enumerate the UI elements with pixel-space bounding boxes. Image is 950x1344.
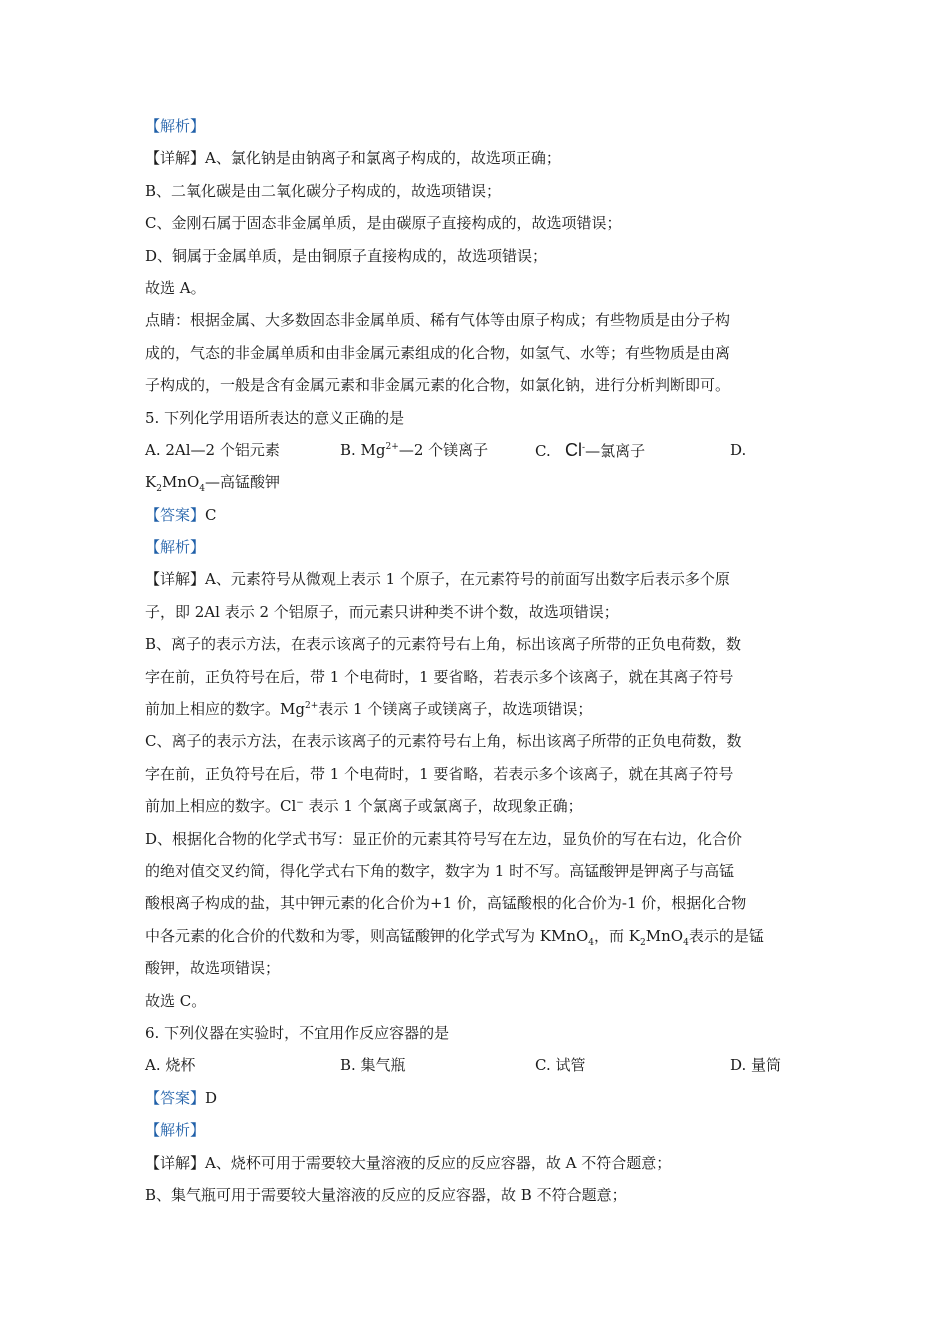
explanation-line: 中各元素的化合价的代数和为零，则高锰酸钾的化学式写为 KMnO$_4$，而 $K_2MnO_4$表示的是锰: [145, 926, 764, 948]
tip-line: 子构成的，一般是含有金属元素和非金属元素的化合物，如氯化钠，进行分析判断即可。: [145, 376, 731, 395]
explanation-line: 字在前，正负符号在后，带 1 个电荷时，1 要省略，若表示多个该离子，就在其离子符号: [145, 667, 734, 686]
option-c: C. Cl-—氯离子: [535, 439, 646, 460]
analysis-heading: [145, 110, 815, 142]
explanation-line: 前加上相应的数字。Cl− 表示 1 个氯离子或氯离子，故现象正确；: [145, 797, 583, 816]
option-b: B. 集气瓶: [340, 1056, 406, 1075]
explanation-line: 子，即 2Al 表示 2 个铝原子，而元素只讲种类不讲个数，故选项错误；: [145, 602, 619, 621]
answer-value: C: [205, 505, 217, 524]
answer-value: D: [205, 1088, 218, 1107]
explanation-line: 酸钾，故选项错误；: [145, 959, 281, 978]
question-5-stem: 5. 下列化学用语所表达的意义正确的是: [145, 408, 405, 427]
explanation-line: 字在前，正负符号在后，带 1 个电荷时，1 要省略，若表示多个该离子，就在其离子符号: [145, 764, 734, 783]
option-a: A. 烧杯: [145, 1056, 196, 1075]
conclusion: 故选 A。: [145, 278, 206, 297]
answer-tag: 【答案】: [145, 1088, 206, 1107]
document-page: [145, 110, 815, 1211]
answer-line: [145, 499, 815, 531]
option-a: A. 2Al—2 个铝元素: [145, 440, 280, 459]
analysis-tag: 【解析】: [145, 1121, 206, 1140]
conclusion: 故选 C。: [145, 991, 207, 1010]
explanation-line-b: B、离子的表示方法，在表示该离子的元素符号右上角，标出该离子所带的正负电荷数，数: [145, 635, 742, 654]
explanation-line: 酸根离子构成的盐，其中钾元素的化合价为+1 价，高锰酸根的化合价为-1 价，根据化合物: [145, 894, 747, 913]
chloride-symbol: Cl: [565, 439, 583, 460]
question-5-options: [145, 434, 815, 466]
question-6-stem: 6. 下列仪器在实验时，不宜用作反应容器的是: [145, 1023, 450, 1042]
explanation-line: 前加上相应的数字。$Mg^{2+}$表示 1 个镁离子或镁离子，故选项错误；: [145, 700, 593, 719]
explanation-line-d: D、根据化合物的化学式书写：显正价的元素其符号写在左边，显负价的写在右边，化合价: [145, 829, 743, 848]
explanation-line-a: 【详解】A、氯化钠是由钠离子和氯离子构成的，故选项正确；: [145, 149, 561, 168]
option-d-label: D.: [730, 440, 747, 459]
answer-line: [145, 1082, 815, 1114]
answer-tag: 【答案】: [145, 505, 206, 524]
detail-tag: 【详解】: [145, 570, 206, 589]
option-b: B. $Mg^{2+}—2$ 个镁离子: [340, 440, 489, 459]
question-6-options: [145, 1049, 815, 1081]
option-d: D. 量筒: [730, 1056, 782, 1075]
explanation-line-b: B、集气瓶可用于需要较大量溶液的反应的反应容器，故 B 不符合题意；: [145, 1185, 627, 1204]
explanation-line-a: 【详解】A、元素符号从微观上表示 1 个原子，在元素符号的前面写出数字后表示多个原: [145, 570, 730, 589]
explanation-line-b: B、二氧化碳是由二氧化碳分子构成的，故选项错误；: [145, 181, 502, 200]
explanation-line-a: 【详解】A、烧杯可用于需要较大量溶液的反应的反应容器，故 A 不符合题意；: [145, 1153, 672, 1172]
analysis-heading: [145, 1114, 815, 1146]
analysis-tag: 【解析】: [145, 117, 206, 135]
explanation-line-d: D、铜属于金属单质，是由铜原子直接构成的，故选项错误；: [145, 246, 548, 265]
explanation-line: 的绝对值交叉约简，得化学式右下角的数字，数字为 1 时不写。高锰酸钾是钾离子与高锰: [145, 861, 735, 880]
option-c: C. 试管: [535, 1056, 586, 1075]
tip-line: 点睛：根据金属、大多数固态非金属单质、稀有气体等由原子构成；有些物质是由分子构: [145, 311, 731, 330]
detail-tag: 【详解】: [145, 149, 206, 168]
analysis-tag: 【解析】: [145, 538, 206, 557]
explanation-line-c: C、离子的表示方法，在表示该离子的元素符号右上角，标出该离子所带的正负电荷数，数: [145, 732, 742, 751]
tip-line: 成的，气态的非金属单质和由非金属元素组成的化合物，如氢气、水等；有些物质是由离: [145, 343, 731, 362]
analysis-heading: [145, 531, 815, 563]
option-d: $K_2MnO_4—$高锰酸钾: [145, 473, 281, 495]
explanation-line-c: C、金刚石属于固态非金属单质，是由碳原子直接构成的，故选项错误；: [145, 214, 622, 233]
detail-tag: 【详解】: [145, 1153, 206, 1172]
